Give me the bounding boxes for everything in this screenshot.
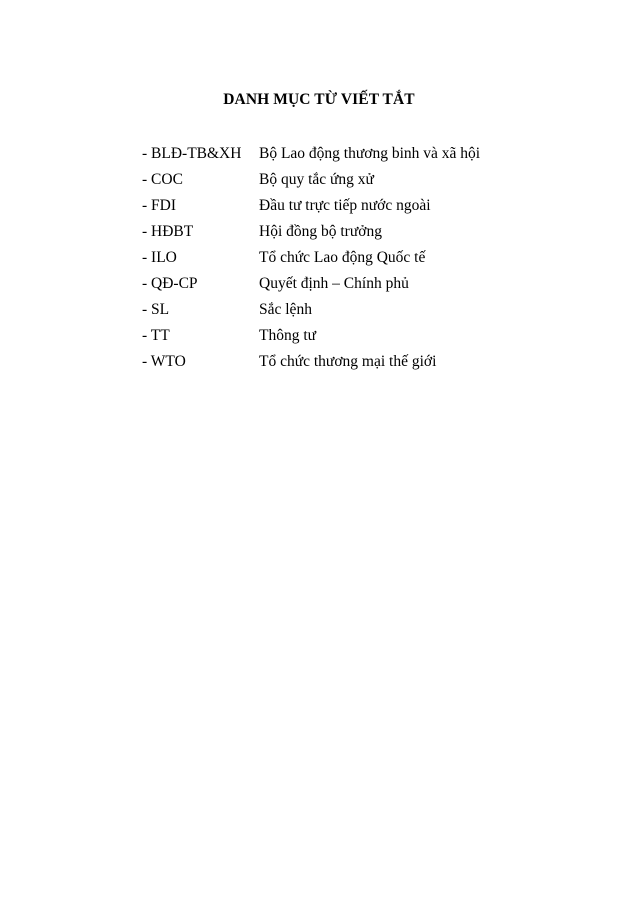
abbreviation-definition: Thông tư bbox=[259, 327, 317, 344]
abbreviation-term: - COC bbox=[142, 171, 183, 188]
abbreviation-definition: Tổ chức Lao động Quốc tế bbox=[259, 249, 426, 266]
abbreviation-term: - SL bbox=[142, 301, 170, 318]
abbreviation-term: - ILO bbox=[142, 249, 177, 266]
abbreviation-definition: Sắc lệnh bbox=[259, 301, 312, 318]
abbreviation-term: - BLĐ-TB&XH bbox=[142, 145, 242, 162]
list-item bbox=[142, 323, 562, 349]
list-item bbox=[142, 297, 562, 323]
abbreviation-term: - HĐBT bbox=[142, 223, 194, 240]
list-item bbox=[142, 349, 562, 375]
list-item bbox=[142, 271, 562, 297]
abbreviation-definition: Hội đồng bộ trưởng bbox=[259, 223, 382, 240]
abbreviation-list bbox=[142, 141, 562, 375]
list-item bbox=[142, 193, 562, 219]
list-item bbox=[142, 167, 562, 193]
page-title: DANH MỤC TỪ VIẾT TẮT bbox=[223, 91, 415, 108]
abbreviation-term: - TT bbox=[142, 327, 170, 344]
abbreviation-definition: Quyết định – Chính phủ bbox=[259, 275, 409, 292]
list-item bbox=[142, 141, 562, 167]
abbreviation-term: - WTO bbox=[142, 353, 186, 370]
abbreviation-definition: Tổ chức thương mại thế giới bbox=[259, 353, 437, 370]
abbreviation-definition: Bộ quy tắc ứng xử bbox=[259, 171, 374, 188]
list-item bbox=[142, 245, 562, 271]
abbreviation-term: - FDI bbox=[142, 197, 177, 214]
abbreviation-definition: Đầu tư trực tiếp nước ngoài bbox=[259, 197, 431, 214]
list-item bbox=[142, 219, 562, 245]
abbreviation-definition: Bộ Lao động thương binh và xã hội bbox=[259, 145, 481, 162]
abbreviation-term: - QĐ-CP bbox=[142, 275, 198, 292]
